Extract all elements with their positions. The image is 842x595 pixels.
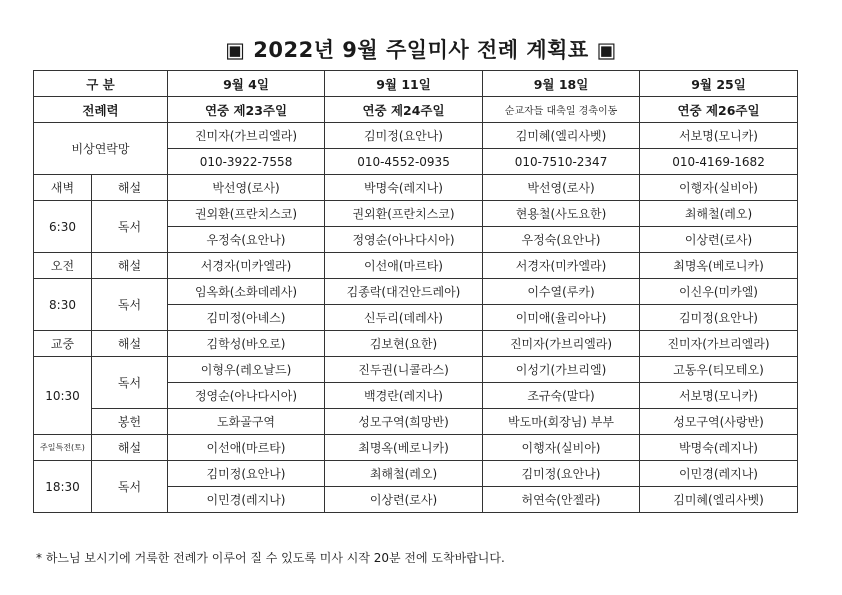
dawn-commentary-row (34, 175, 798, 201)
assignee-cell: 김미정(요안나) (640, 305, 798, 331)
emergency-row (34, 123, 798, 149)
assignee-cell: 이수열(루카) (483, 279, 640, 305)
assignee-cell: 조규숙(말다) (483, 383, 640, 409)
date-cell: 9월 4일 (168, 71, 325, 97)
assignee-cell: 이미애(율리아나) (483, 305, 640, 331)
assignee-cell: 김미정(요안나) (483, 461, 640, 487)
role-label: 해설 (92, 175, 168, 201)
assignee-cell: 현용철(사도요한) (483, 201, 640, 227)
mass-time: 6:30 (34, 201, 92, 253)
assignee-cell: 김미정(아녜스) (168, 305, 325, 331)
assignee-cell: 김보현(요한) (325, 331, 483, 357)
mass-time: 8:30 (34, 279, 92, 331)
role-label: 독서 (92, 357, 168, 409)
role-label: 독서 (92, 201, 168, 253)
contact-phone: 010-4552-0935 (325, 149, 483, 175)
contact-name: 김미정(요안나) (325, 123, 483, 149)
assignee-cell: 이선애(마르타) (325, 253, 483, 279)
mass-time: 10:30 (34, 357, 92, 435)
assignee-cell: 진미자(가브리엘라) (483, 331, 640, 357)
assignee-cell: 김학성(바오로) (168, 331, 325, 357)
dawn-reader1-row (34, 201, 798, 227)
assignee-cell: 서경자(미카엘라) (483, 253, 640, 279)
assignee-cell: 박명숙(레지나) (640, 435, 798, 461)
assignee-cell: 최명옥(베로니카) (640, 253, 798, 279)
page-title: ▣ 2022년 9월 주일미사 전례 계획표 ▣ (225, 38, 617, 62)
assignee-cell: 임옥화(소화데레사) (168, 279, 325, 305)
assignee-cell: 성모구역(사랑반) (640, 409, 798, 435)
assignee-cell: 이성기(가브리엘) (483, 357, 640, 383)
mass-name: 주일특전(토) (34, 435, 92, 461)
role-label: 독서 (92, 461, 168, 513)
contact-name: 진미자(가브리엘라) (168, 123, 325, 149)
assignee-cell: 서보명(모니카) (640, 383, 798, 409)
date-cell: 9월 11일 (325, 71, 483, 97)
date-header-row (34, 71, 798, 97)
assignee-cell: 최명옥(베로니카) (325, 435, 483, 461)
main-commentary-row (34, 331, 798, 357)
assignee-cell: 백경란(레지나) (325, 383, 483, 409)
role-label: 해설 (92, 435, 168, 461)
mass-name: 교중 (34, 331, 92, 357)
role-label: 해설 (92, 331, 168, 357)
assignee-cell: 정영순(아나다시아) (325, 227, 483, 253)
footnote: * 하느님 보시기에 거룩한 전례가 이루어 질 수 있도록 미사 시작 20분 전에 도착바랍니다. (36, 551, 505, 565)
contact-phone: 010-3922-7558 (168, 149, 325, 175)
assignee-cell: 권외환(프란치스코) (325, 201, 483, 227)
assignee-cell: 최해철(레오) (325, 461, 483, 487)
emergency-label: 비상연락망 (34, 123, 168, 175)
mass-name: 오전 (34, 253, 92, 279)
role-label: 봉헌 (92, 409, 168, 435)
assignee-cell: 도화골구역 (168, 409, 325, 435)
liturgy-cell: 연중 제24주일 (325, 97, 483, 123)
assignee-cell: 이상련(로사) (325, 487, 483, 513)
assignee-cell: 서경자(미카엘라) (168, 253, 325, 279)
assignee-cell: 김미정(요안나) (168, 461, 325, 487)
assignee-cell: 정영순(아나다시아) (168, 383, 325, 409)
schedule-table (33, 70, 798, 513)
assignee-cell: 이민경(레지나) (168, 487, 325, 513)
assignee-cell: 우정숙(요안나) (483, 227, 640, 253)
assignee-cell: 이신우(미카엘) (640, 279, 798, 305)
category-header: 구 분 (34, 71, 168, 97)
assignee-cell: 진미자(가브리엘라) (640, 331, 798, 357)
role-label: 독서 (92, 279, 168, 331)
mass-time: 18:30 (34, 461, 92, 513)
role-label: 해설 (92, 253, 168, 279)
assignee-cell: 박선영(로사) (483, 175, 640, 201)
assignee-cell: 이선애(마르타) (168, 435, 325, 461)
assignee-cell: 권외환(프란치스코) (168, 201, 325, 227)
liturgy-cell: 연중 제23주일 (168, 97, 325, 123)
contact-name: 김미혜(엘리사벳) (483, 123, 640, 149)
liturgy-cell: 연중 제26주일 (640, 97, 798, 123)
liturgy-label: 전례력 (34, 97, 168, 123)
contact-name: 서보명(모니카) (640, 123, 798, 149)
contact-phone: 010-7510-2347 (483, 149, 640, 175)
date-cell: 9월 18일 (483, 71, 640, 97)
liturgy-row (34, 97, 798, 123)
main-offering-row (34, 409, 798, 435)
assignee-cell: 박선영(로사) (168, 175, 325, 201)
assignee-cell: 이민경(레지나) (640, 461, 798, 487)
assignee-cell: 고동우(티모테오) (640, 357, 798, 383)
assignee-cell: 김종락(대건안드레아) (325, 279, 483, 305)
liturgy-cell: 순교자들 대축일 경축이동 (483, 97, 640, 123)
assignee-cell: 박명숙(레지나) (325, 175, 483, 201)
assignee-cell: 최해철(레오) (640, 201, 798, 227)
assignee-cell: 신두리(데레사) (325, 305, 483, 331)
assignee-cell: 허연숙(안젤라) (483, 487, 640, 513)
main-reader1-row (34, 357, 798, 383)
morning-commentary-row (34, 253, 798, 279)
assignee-cell: 이행자(실비아) (640, 175, 798, 201)
assignee-cell: 이형우(레오날드) (168, 357, 325, 383)
assignee-cell: 진두권(니콜라스) (325, 357, 483, 383)
vigil-reader1-row (34, 461, 798, 487)
contact-phone: 010-4169-1682 (640, 149, 798, 175)
assignee-cell: 박도마(회장님) 부부 (483, 409, 640, 435)
assignee-cell: 김미혜(엘리사벳) (640, 487, 798, 513)
assignee-cell: 이상련(로사) (640, 227, 798, 253)
mass-name: 새벽 (34, 175, 92, 201)
vigil-commentary-row (34, 435, 798, 461)
assignee-cell: 성모구역(희망반) (325, 409, 483, 435)
assignee-cell: 이행자(실비아) (483, 435, 640, 461)
morning-reader1-row (34, 279, 798, 305)
date-cell: 9월 25일 (640, 71, 798, 97)
assignee-cell: 우정숙(요안나) (168, 227, 325, 253)
